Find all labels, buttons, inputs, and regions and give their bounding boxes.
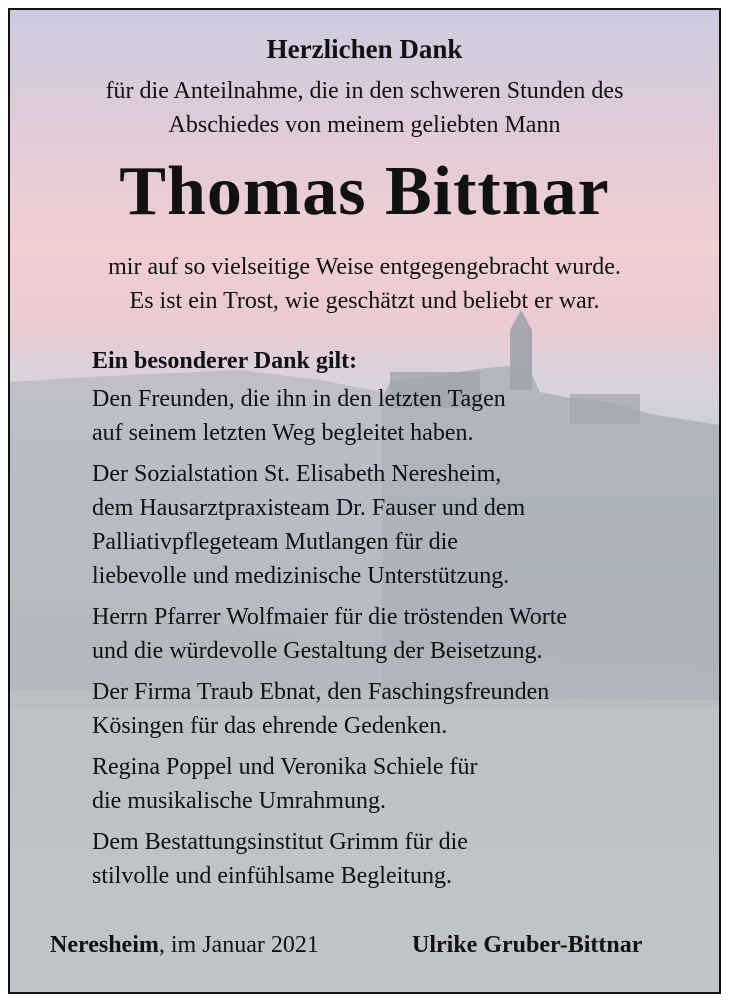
thanks-line: liebevolle und medizinische Unterstützung. [92,563,510,589]
after-line: mir auf so vielseitige Weise entgegengebracht wurde. [108,254,621,280]
after-line: Es ist ein Trost, wie geschätzt und beliebt er war. [129,288,600,314]
thanks-line: die musikalische Umrahmung. [92,788,386,814]
thanks-line: Dem Bestattungsinstitut Grimm für die [92,829,468,855]
thanks-entry [92,825,692,893]
thanks-line: und die würdevolle Gestaltung der Beisetzung. [92,638,543,664]
signature: Ulrike Gruber-Bittnar [412,932,643,958]
thanks-line: Kösingen für das ehrende Gedenken. [92,713,448,739]
thanks-line: Der Firma Traub Ebnat, den Faschingsfreunden [92,679,550,705]
intro-text [10,74,719,142]
thanks-line: Palliativpflegeteam Mutlangen für die [92,529,458,555]
thanks-line: Den Freunden, die ihn in den letzten Tagen [92,386,506,412]
thanks-entry [92,382,692,450]
thanks-line: auf seinem letzten Weg begleitet haben. [92,420,474,446]
date: , im Januar 2021 [158,932,319,958]
thanks-line: Herrn Pfarrer Wolfmaier für die tröstenden Worte [92,604,568,630]
thank-you-notice [8,8,721,994]
after-text [10,250,719,318]
thanks-entry [92,457,692,593]
intro-line: Abschiedes von meinem geliebten Mann [168,112,561,138]
thanks-entry [92,750,692,818]
deceased-name: Thomas Bittnar [119,153,610,230]
thanks-line: Regina Poppel und Veronika Schiele für [92,754,478,780]
thanks-line: stilvolle und einfühlsame Begleitung. [92,863,452,889]
thanks-line: dem Hausarztpraxisteam Dr. Fauser und dem [92,495,526,521]
place-date [50,932,319,959]
thanks-entry [92,600,692,668]
intro-line: für die Anteilnahme, die in den schweren Stunden des [105,78,624,104]
thanks-line: Der Sozialstation St. Elisabeth Neresheim, [92,461,502,487]
place: Neresheim [50,932,159,958]
heading: Herzlichen Dank [266,34,463,64]
special-thanks [92,344,692,900]
special-thanks-heading: Ein besonderer Dank gilt: [92,348,358,374]
thanks-entry [92,675,692,743]
